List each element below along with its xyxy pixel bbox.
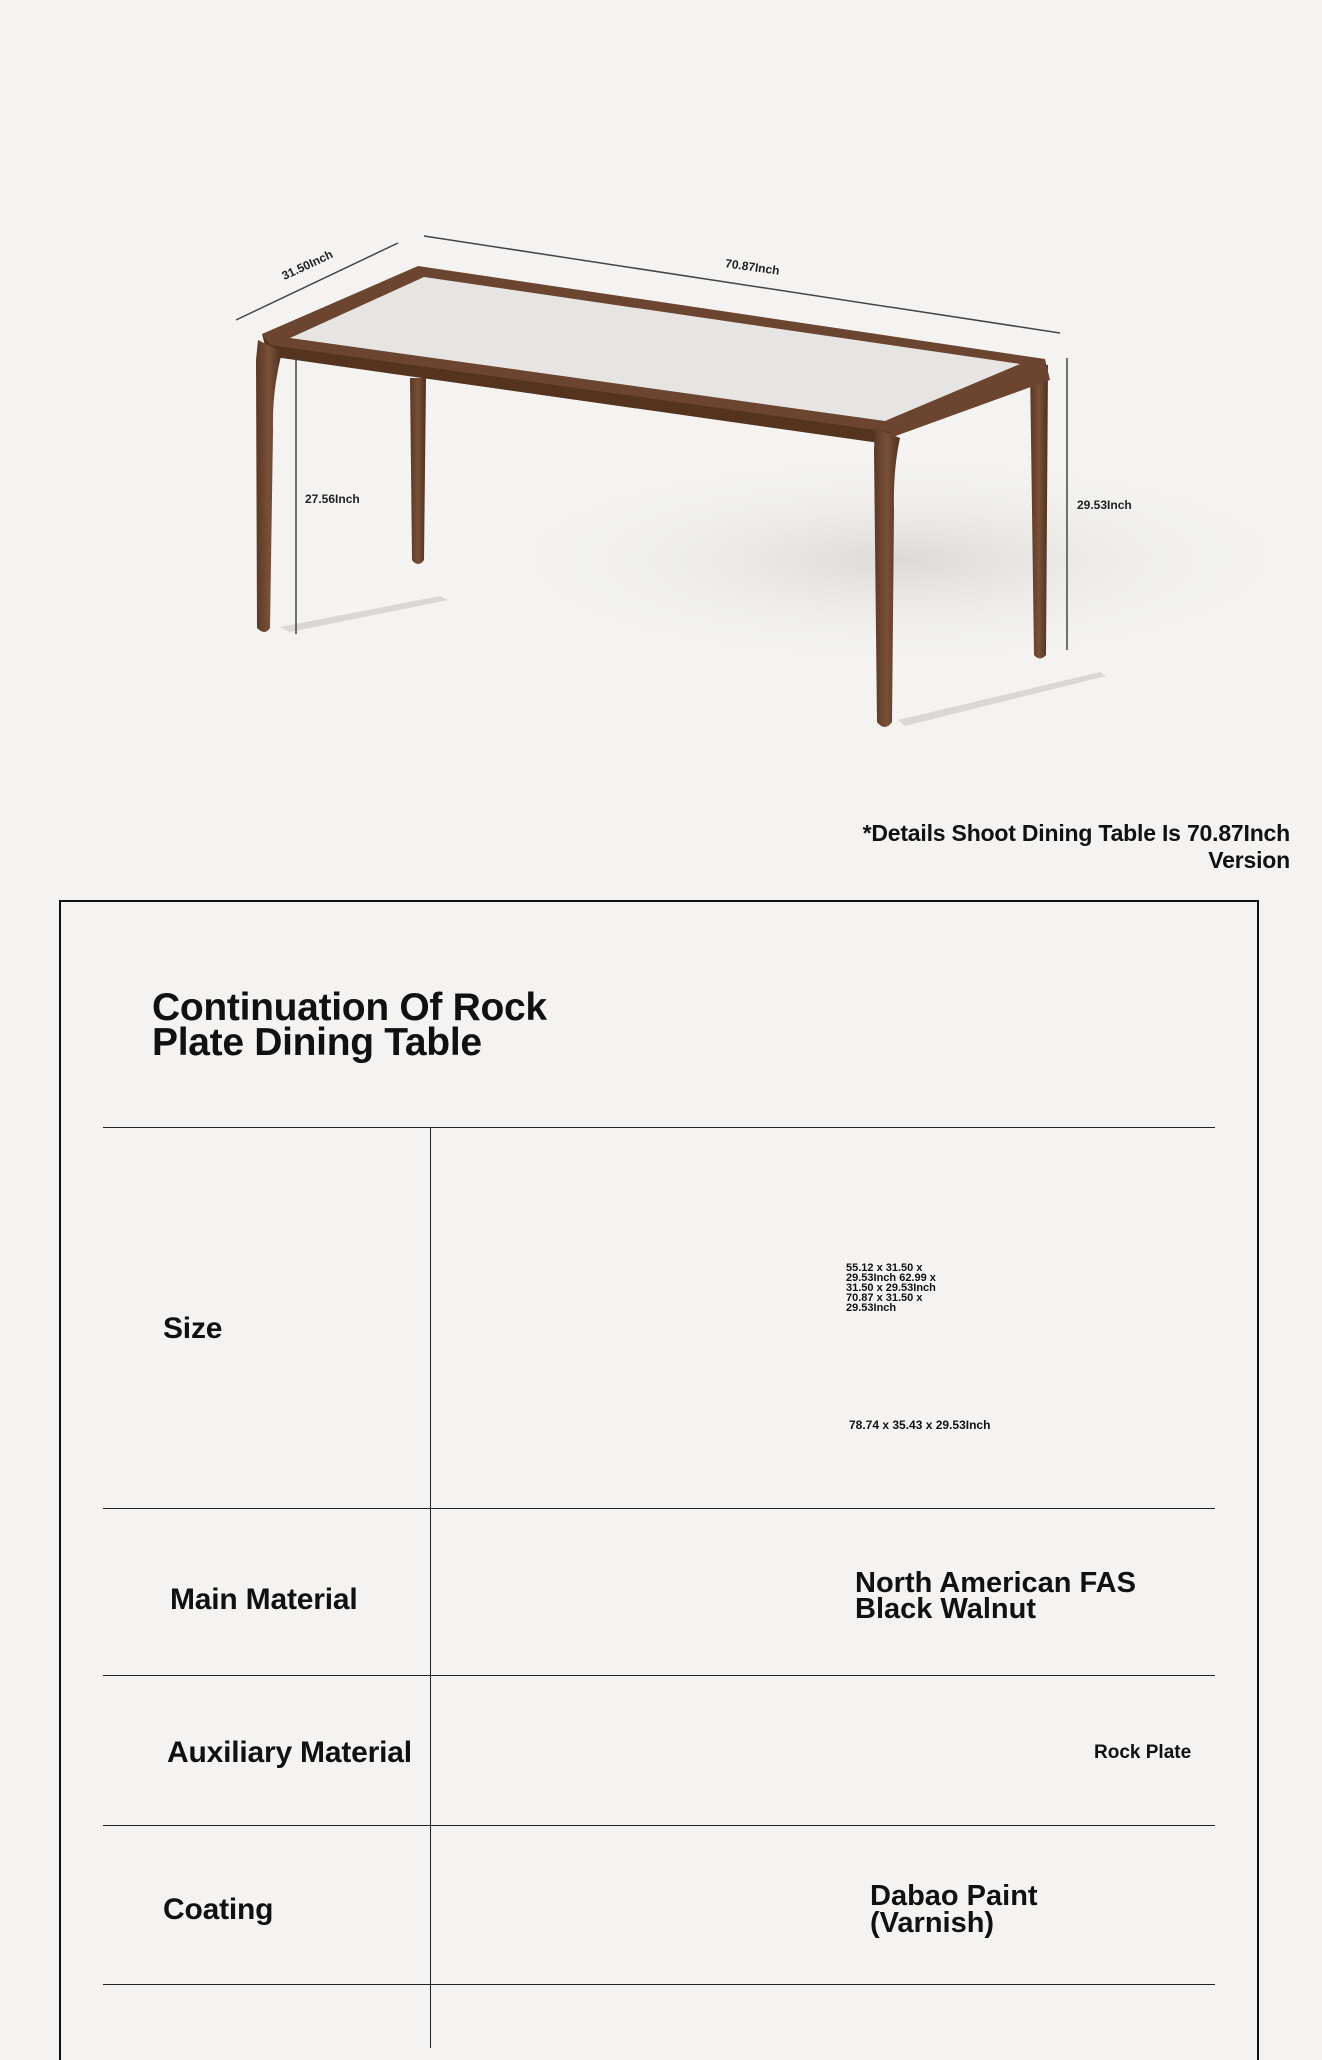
total-height-dimension-label: 29.53Inch [1077,498,1132,512]
coating-label: Coating [163,1893,274,1926]
back-left-leg [410,378,426,564]
coating-value [870,1880,1038,1939]
leg-shadow-right [898,672,1106,726]
title-line-2: Plate Dining Table [152,1021,482,1064]
depth-dimension-label: 31.50Inch [279,247,336,283]
size-value-line: 55.12 x 31.50 x [846,1262,923,1274]
size-values [846,1263,936,1313]
leg-height-dimension-label: 27.56Inch [305,492,360,506]
leg-shadow-left [280,596,448,632]
main-material-line: Black Walnut [855,1593,1037,1625]
table-divider [103,1127,1215,1128]
title-line-1: Continuation Of Rock [152,986,547,1029]
auxiliary-material-value: Rock Plate [1094,1742,1192,1763]
table-column-divider [430,1127,431,2048]
spec-table-title [152,986,572,1064]
length-dimension-label: 70.87Inch [724,256,781,278]
table-illustration [0,0,1322,780]
size-value-line: 29.53Inch 62.99 x [846,1272,936,1284]
table-divider [103,1984,1215,1985]
main-material-value [855,1567,1136,1625]
details-note: *Details Shoot Dining Table Is 70.87Inch Version [862,820,1290,873]
spec-table-frame [59,900,1259,2060]
front-left-leg [256,340,282,632]
table-divider [103,1675,1215,1676]
floor-shadow [480,450,1320,670]
auxiliary-material-label: Auxiliary Material [167,1736,412,1769]
size-value-line: 29.53Inch [846,1302,897,1314]
size-value-line: 70.87 x 31.50 x [846,1292,923,1304]
coating-line: (Varnish) [870,1907,995,1939]
table-divider [103,1508,1215,1509]
coating-line: Dabao Paint [870,1880,1038,1912]
main-material-line: North American FAS [855,1567,1136,1599]
size-value-extra: 78.74 x 35.43 x 29.53Inch [849,1418,991,1432]
table-divider [103,1825,1215,1826]
size-value-line: 31.50 x 29.53Inch [846,1282,936,1294]
size-label: Size [163,1312,223,1345]
main-material-label: Main Material [170,1583,358,1616]
